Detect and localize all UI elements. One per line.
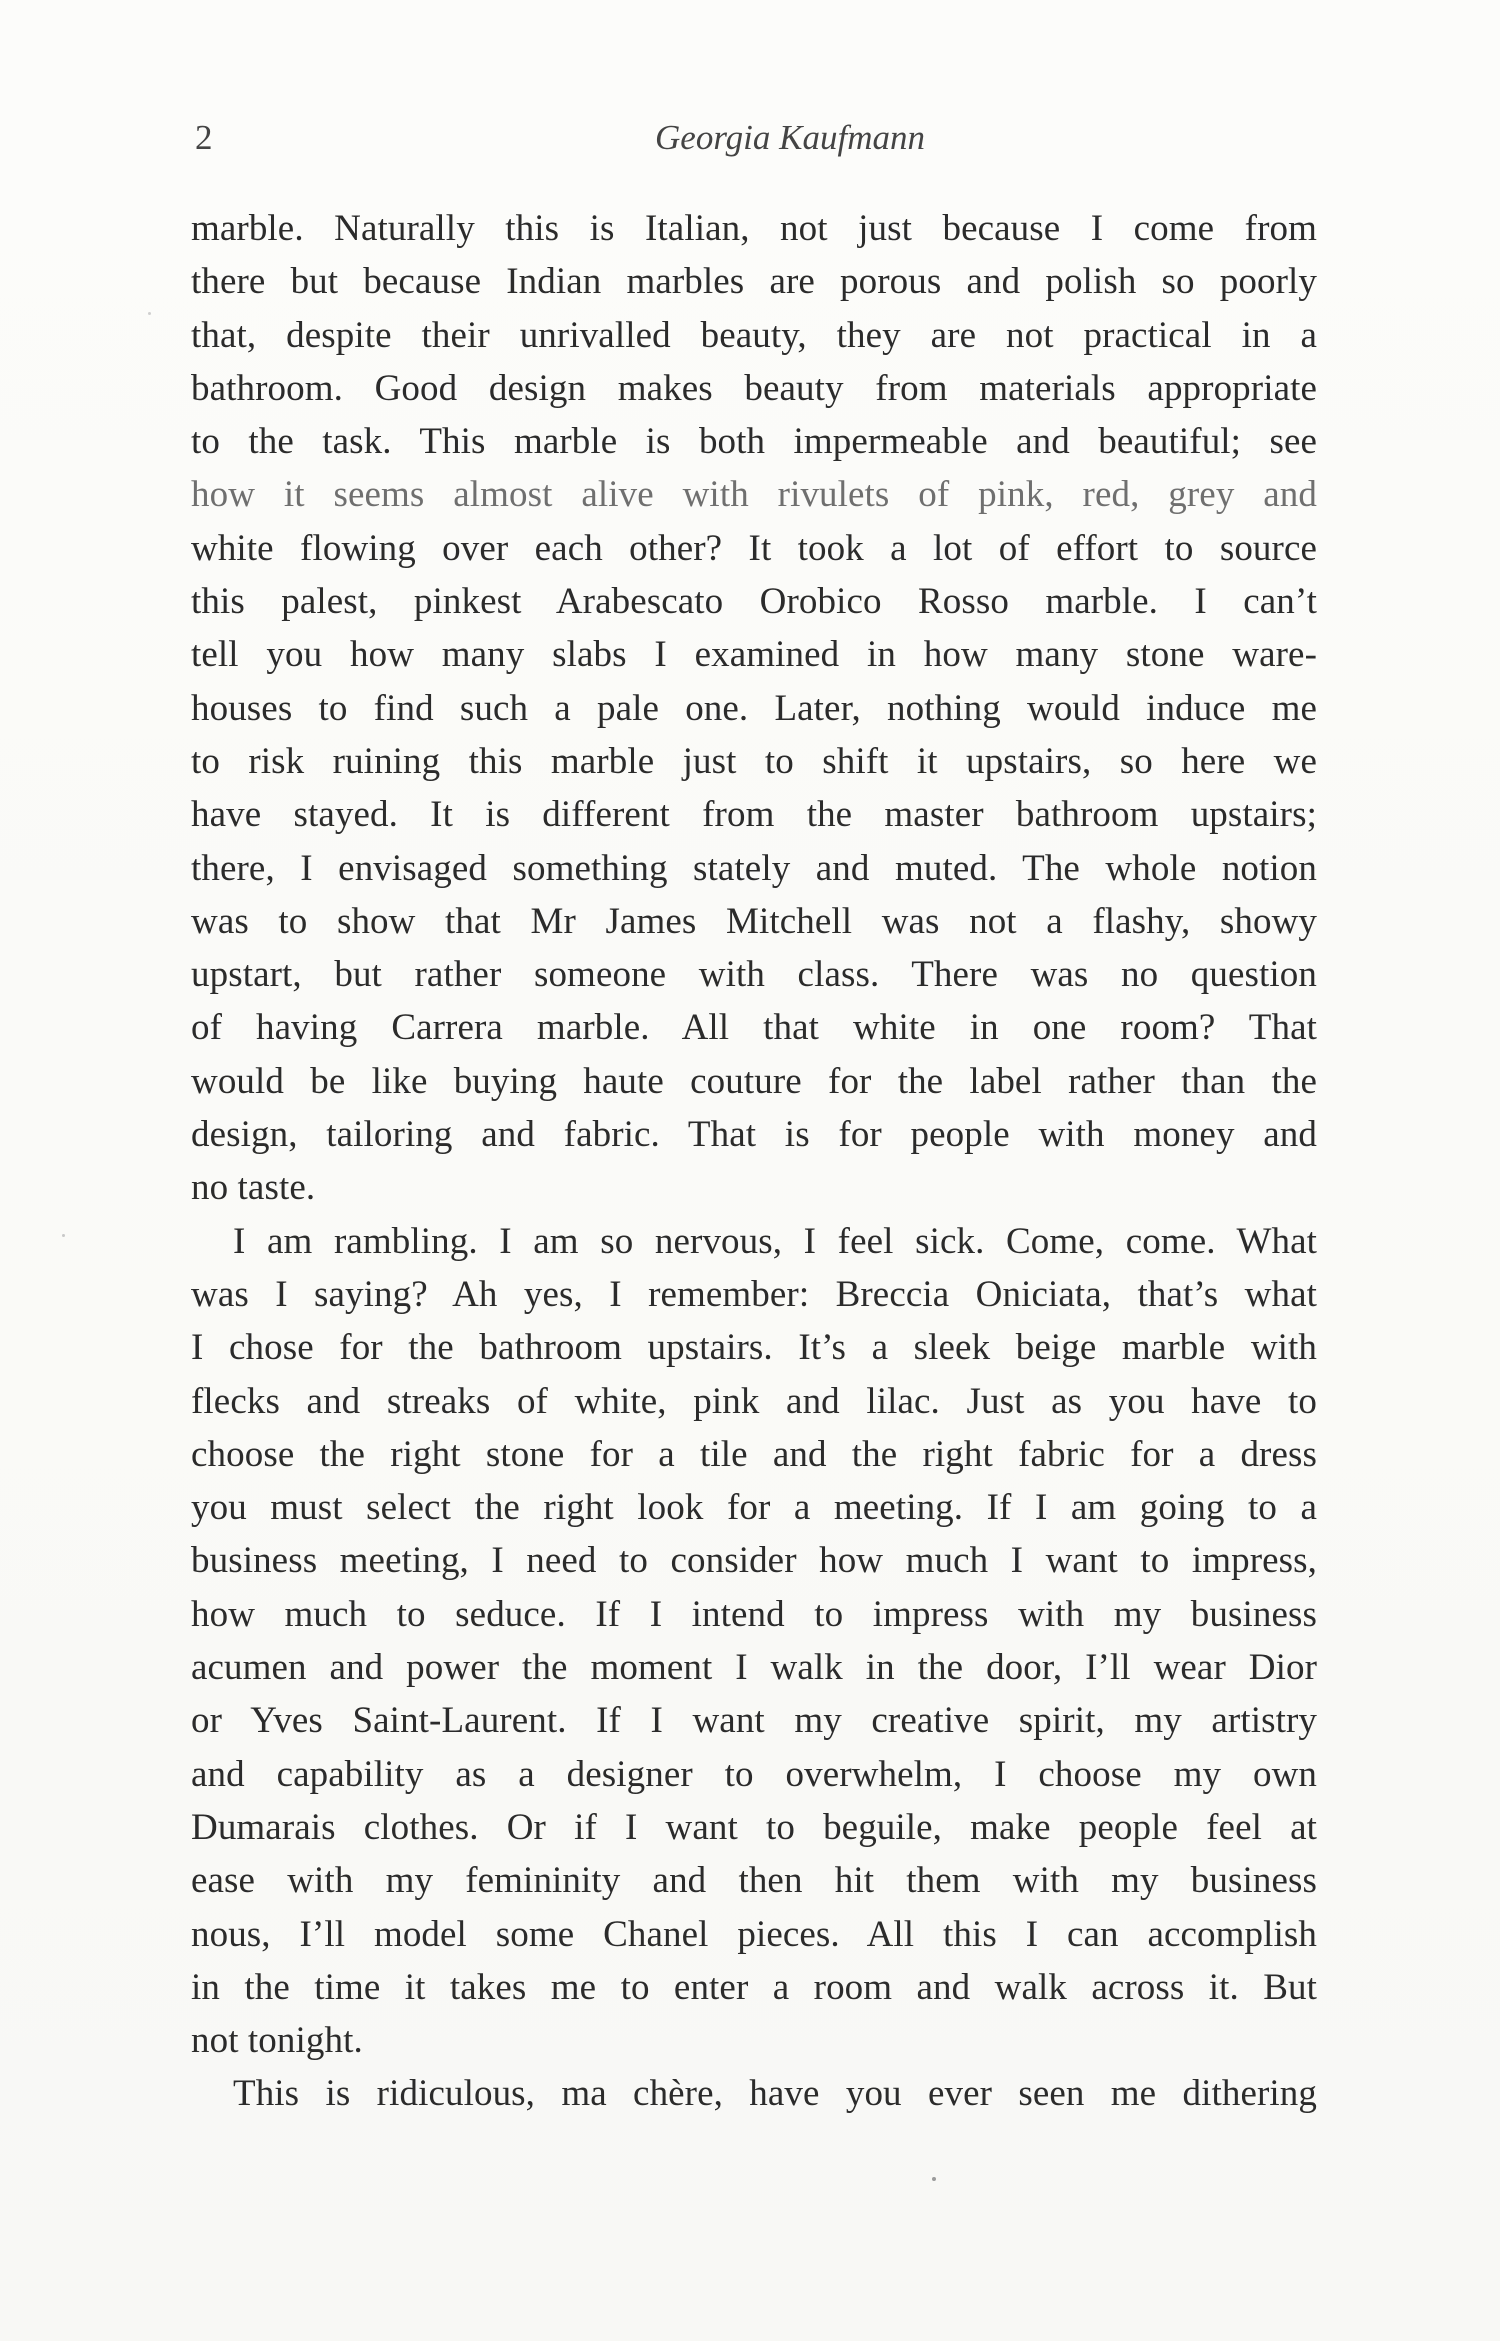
text-line: of having Carrera marble. All that white in one room? That: [191, 1007, 1317, 1049]
text-line: was to show that Mr James Mitchell was not a flashy, showy: [191, 900, 1317, 942]
page-number: 2: [195, 118, 213, 157]
text-line: I chose for the bathroom upstairs. It’s a sleek beige marble with: [191, 1327, 1317, 1369]
paper-speck: [932, 2177, 936, 2181]
text-line: business meeting, I need to consider how much I want to impress,: [191, 1540, 1317, 1582]
text-line: have stayed. It is different from the master bathroom upstairs;: [191, 794, 1317, 836]
text-line: bathroom. Good design makes beauty from materials appropriate: [191, 367, 1317, 409]
text-line: choose the right stone for a tile and the right fabric for a dress: [191, 1433, 1317, 1475]
text-line: this palest, pinkest Arabescato Orobico Rosso marble. I can’t: [191, 581, 1317, 623]
text-line: to the task. This marble is both impermeable and beautiful; see: [191, 421, 1317, 463]
text-line: you must select the right look for a meeting. If I am going to a: [191, 1487, 1317, 1529]
text-line: Dumarais clothes. Or if I want to beguile, make people feel at: [191, 1806, 1317, 1848]
text-line: would be like buying haute couture for the label rather than the: [191, 1060, 1317, 1102]
text-line: upstart, but rather someone with class. There was no question: [191, 954, 1317, 996]
text-line: was I saying? Ah yes, I remember: Breccia Oniciata, that’s what: [191, 1273, 1317, 1315]
body-text: [191, 202, 1317, 2121]
running-head: Georgia Kaufmann: [655, 118, 925, 157]
text-line: nous, I’ll model some Chanel pieces. All this I can accomplish: [191, 1913, 1317, 1955]
text-line: that, despite their unrivalled beauty, they are not practical in a: [191, 314, 1317, 356]
text-line: how it seems almost alive with rivulets of pink, red, grey and: [191, 474, 1317, 516]
paper-speck: [148, 312, 151, 315]
text-line: tell you how many slabs I examined in how many stone ware-: [191, 634, 1317, 676]
text-line: houses to find such a pale one. Later, nothing would induce me: [191, 687, 1317, 729]
text-line: there, I envisaged something stately and muted. The whole notion: [191, 847, 1317, 889]
text-line: ease with my femininity and then hit them with my business: [191, 1860, 1317, 1902]
text-line: no taste.: [191, 1167, 316, 1209]
text-line: in the time it takes me to enter a room and walk across it. But: [191, 1966, 1317, 2008]
text-line: acumen and power the moment I walk in the door, I’ll wear Dior: [191, 1647, 1317, 1689]
text-line: or Yves Saint-Laurent. If I want my creative spirit, my artistry: [191, 1700, 1317, 1742]
text-line: flecks and streaks of white, pink and lilac. Just as you have to: [191, 1380, 1317, 1422]
text-line: to risk ruining this marble just to shift it upstairs, so here we: [191, 740, 1317, 782]
text-line: This is ridiculous, ma chère, have you ever seen me dithering: [233, 2073, 1317, 2115]
text-line: how much to seduce. If I intend to impress with my business: [191, 1593, 1317, 1635]
text-line: marble. Naturally this is Italian, not just because I come from: [191, 208, 1317, 249]
text-line: design, tailoring and fabric. That is for people with money and: [191, 1114, 1317, 1156]
text-line: white flowing over each other? It took a lot of effort to source: [191, 527, 1317, 569]
text-line: there but because Indian marbles are porous and polish so poorly: [191, 261, 1317, 303]
text-line: and capability as a designer to overwhelm, I choose my own: [191, 1753, 1317, 1795]
text-line: not tonight.: [191, 2020, 363, 2062]
paper-speck: [62, 1234, 65, 1237]
text-line: I am rambling. I am so nervous, I feel sick. Come, come. What: [233, 1220, 1317, 1262]
